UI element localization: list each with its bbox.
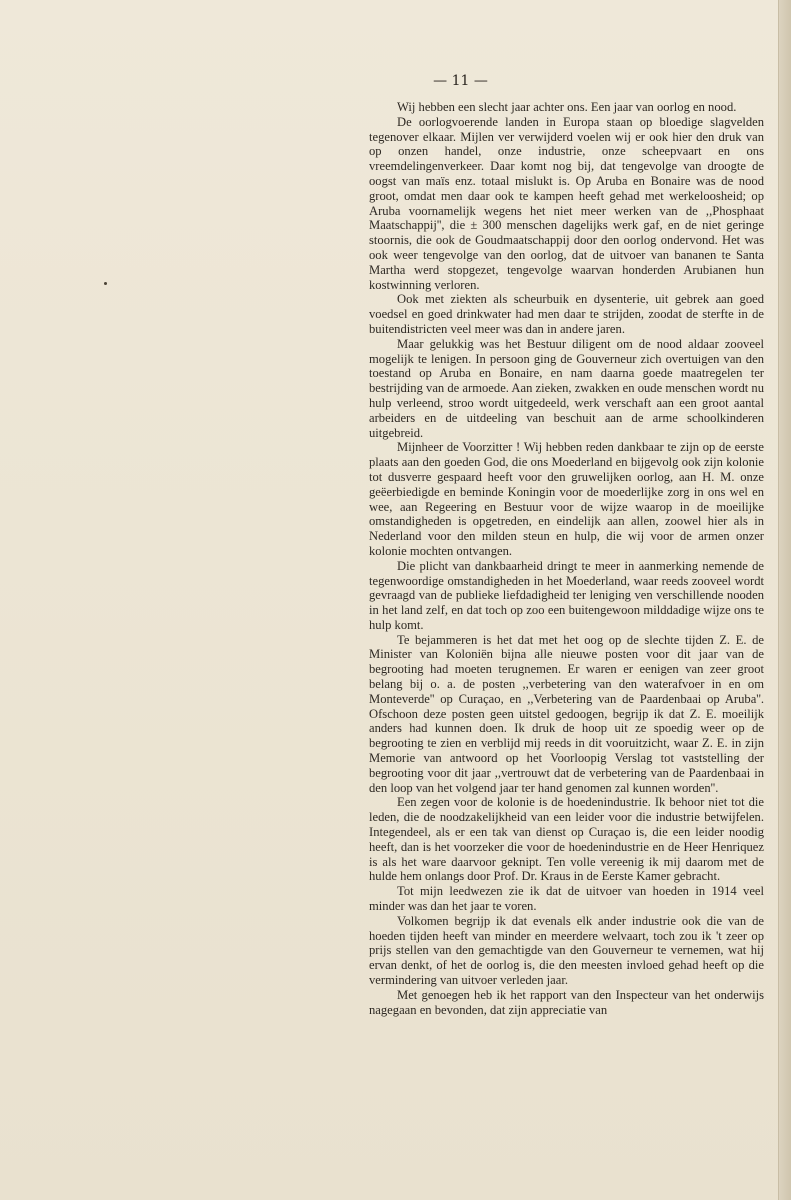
- body-text: [369, 100, 764, 1017]
- paragraph: De oorlogvoerende landen in Europa staan op bloedige slagvelden tegenover elkaar. Mijlen ver verwijderd voelen wij er ook hier den druk van op onzen handel, onze industrie, onze scheepvaart en ons vreemdelingenverkeer. Daar komt nog bij, dat tengevolge van droogte de oogst van maïs enz. totaal mislukt is. Op Aruba en Bonaire was de nood groot, omdat men daar ook te kampen heeft gehad met werkeloosheid; op Aruba voornamelijk wegens het niet meer werken van de ,,Phosphaat Maatschappij'', die ± 300 menschen dagelijks werk gaf, en de niet geringe stoornis, die ook de Goudmaatschappij door den oorlog ondervond. Het was ook weer tengevolge van den oorlog, dat de uitvoer van bananen te Santa Martha werd stopgezet, tengevolge waarvan honderden Arubianen hun kostwinning verloren.: [369, 114, 764, 292]
- paragraph: Maar gelukkig was het Bestuur diligent om de nood aldaar zooveel mogelijk te lenigen. In persoon ging de Gouverneur zich overtuigen van den toestand op Aruba en Bonaire, en nam daarna goede maatregelen ter bestrijding van de armoede. Aan zieken, zwakken en oude menschen wordt nu hulp verleend, stroo wordt uitgedeeld, werk verschaft aan een groot aantal arbeiders en de uitdeeling van beschuit aan de arme schoolkinderen uitgebreid.: [369, 336, 764, 440]
- paragraph: Die plicht van dankbaarheid dringt te meer in aanmerking nemende de tegenwoordige omstandigheden in het Moederland, waar reeds zooveel wordt gevraagd van de publieke liefdadigheid ter leniging ven verschillende nooden in het land zelf, en dat toch op zoo een buitengewoon milddadige wijze ons te hulp komt.: [369, 558, 764, 632]
- paragraph: Een zegen voor de kolonie is de hoedenindustrie. Ik behoor niet tot die leden, die de noodzakelijkheid van een leider voor die industrie betwijfelen. Integendeel, als er een tak van dienst op Curaçao is, die een leider noodig heeft, dan is het voorzeker die voor de hoedenindustrie en de Heer Henriquez is als het ware daarvoor geknipt. Ten volle vereenig ik mij daarom met de hulde hem onlangs door Prof. Dr. Kraus in de Eerste Kamer gebracht.: [369, 795, 764, 884]
- paragraph: Tot mijn leedwezen zie ik dat de uitvoer van hoeden in 1914 veel minder was dan het jaar te voren.: [369, 884, 764, 914]
- paragraph: Wij hebben een slecht jaar achter ons. Een jaar van oorlog en nood.: [397, 100, 737, 114]
- ink-spot: [104, 282, 107, 285]
- page-number: — 11 —: [433, 73, 488, 89]
- paragraph: Ook met ziekten als scheurbuik en dysenterie, uit gebrek aan goed voedsel en goed drinkwater had men daar te strijden, zoodat de sterfte in de buitendistricten veel meer was dan in andere jaren.: [369, 292, 764, 336]
- paragraph: Mijnheer de Voorzitter ! Wij hebben reden dankbaar te zijn op de eerste plaats aan den goeden God, die ons Moederland en bijgevolg ook zijn kolonie tot dusverre gespaard heeft voor den gruwelijken oorlog, aan H. M. onze geëerbiedigde en beminde Koningin voor de moederlijke zorg in ons wel en wee, aan Regeering en Bestuur voor de wijze waarop in de moeilijke omstandigheden is opgetreden, en eindelijk aan allen, zoowel hier als in Nederland voor den milden steun en hulp, die wij voor de armen onzer kolonie mochten ontvangen.: [369, 440, 764, 558]
- paragraph: Te bejammeren is het dat met het oog op de slechte tijden Z. E. de Minister van Koloniën bijna alle nieuwe posten voor dit jaar van de begrooting had moeten terugnemen. Er waren er eenigen van zeer groot belang bij o. a. de posten ,,verbetering van den waterafvoer in en om Monteverde'' op Curaçao, en ,,Verbetering van de Paardenbaai op Aruba''. Ofschoon deze posten geen uitstel gedoogen, begrijp ik dat Z. E. moeilijk anders had kunnen doen. Ik druk de hoop uit ze spoedig weer op de begrooting te zien en verblijd mij reeds in dit vooruitzicht, waar Z. E. in zijn Memorie van antwoord op het Voorloopig Verslag tot vaststelling der begrooting voor dit jaar ,,vertrouwt dat de verbetering van de Paardenbaai in den loop van het volgend jaar ter hand genomen zal kunnen worden''.: [369, 632, 764, 795]
- paragraph: Volkomen begrijp ik dat evenals elk ander industrie ook die van de hoeden tijden heeft van minder en meerdere welvaart, toch zou ik 't zeer op prijs stellen van den gemachtigde van den Gouverneur te vernemen, wat hij ervan denkt, of het de oorlog is, die den meesten invloed gehad heeft op die vermindering van uitvoer verleden jaar.: [369, 913, 764, 988]
- paragraph: Met genoegen heb ik het rapport van den Inspecteur van het onderwijs nagegaan en bevonden, dat zijn appreciatie van: [369, 987, 764, 1017]
- page-edge: [778, 0, 791, 1200]
